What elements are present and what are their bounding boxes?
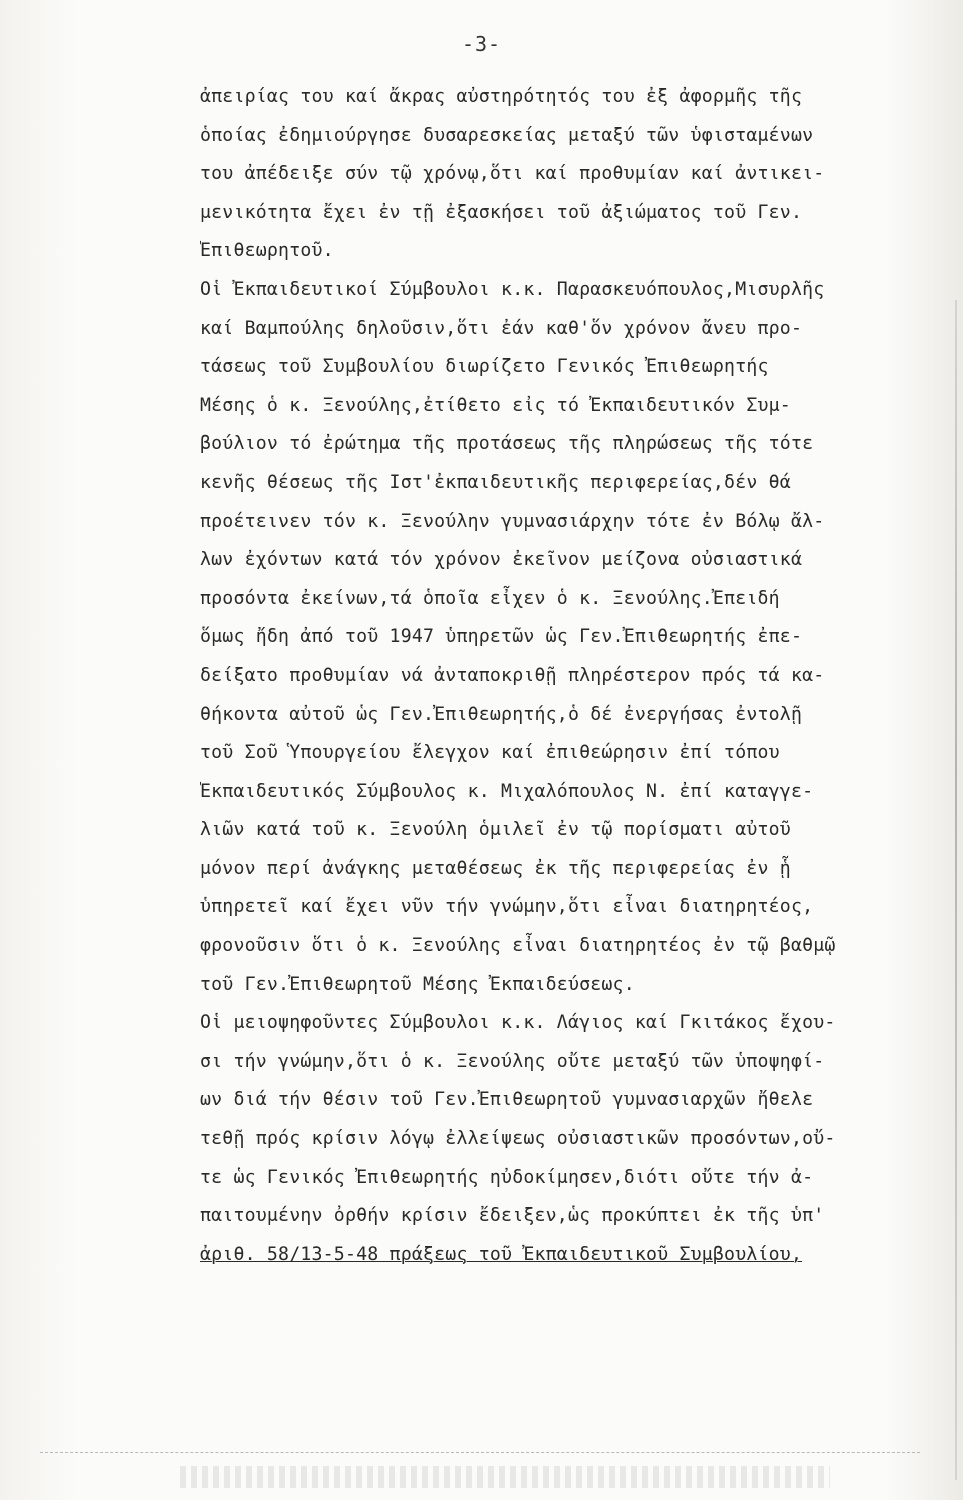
- text-line: κενῆς θέσεως τῆς Ιστ'ἐκπαιδευτικῆς περιφερείας,δέν θά: [200, 471, 791, 493]
- text-line: Οἱ μειοψηφοῦντες Σύμβουλοι κ.κ. Λάγιος καί Γκιτάκος ἔχου-: [200, 1012, 836, 1034]
- text-line: μενικότητα ἔχει ἐν τῇ ἐξασκήσει τοῦ ἀξιώματος τοῦ Γεν.: [200, 201, 803, 223]
- text-line: μόνον περί ἀνάγκης μεταθέσεως ἐκ τῆς περιφερείας ἐν ᾗ: [200, 857, 791, 879]
- page-divider: [40, 1452, 920, 1455]
- text-line: ὅμως ἤδη ἀπό τοῦ 1947 ὑπηρετῶν ὡς Γεν.Ἐπιθεωρητής ἐπε-: [200, 626, 803, 648]
- text-line: ων διά τήν θέσιν τοῦ Γεν.Ἐπιθεωρητοῦ γυμνασιαρχῶν ἤθελε: [200, 1089, 814, 1111]
- text-line: λιῶν κατά τοῦ κ. Ξενούλη ὁμιλεῖ ἐν τῷ πορίσματι αὐτοῦ: [200, 819, 791, 841]
- text-line: προέτεινεν τόν κ. Ξενούλην γυμνασιάρχην τότε ἐν Βόλῳ ἄλ-: [200, 510, 825, 532]
- text-line: Ἐπιθεωρητοῦ.: [200, 240, 334, 262]
- text-line: ἀπειρίας του καί ἄκρας αὐστηρότητός του ἐξ ἀφορμῆς τῆς: [200, 86, 803, 107]
- text-line: Μέσης ὁ κ. Ξενούλης,ἐτίθετο εἰς τό Ἐκπαιδευτικόν Συμ-: [200, 394, 791, 416]
- document-body: [200, 78, 945, 1274]
- text-line: φρονοῦσιν ὅτι ὁ κ. Ξενούλης εἶναι διατηρητέος ἐν τῷ βαθμῷ: [200, 935, 836, 957]
- text-line: Ἐκπαιδευτικός Σύμβουλος κ. Μιχαλόπουλος Ν. ἐπί καταγγε-: [200, 780, 814, 802]
- text-line: λων ἐχόντων κατά τόν χρόνον ἐκεῖνον μείζονα οὐσιαστικά: [200, 549, 803, 571]
- text-line: θήκοντα αὐτοῦ ὡς Γεν.Ἐπιθεωρητής,ὁ δέ ἐνεργήσας ἐντολῇ: [200, 703, 803, 725]
- text-line: Οἱ Ἐκπαιδευτικοί Σύμβουλοι κ.κ. Παρασκευόπουλος,Μισυρλῆς: [200, 278, 825, 300]
- bleed-through-text: [180, 1466, 830, 1488]
- text-line: παιτουμένην ὀρθήν κρίσιν ἔδειξεν,ὡς προκύπτει ἐκ τῆς ὑπ': [200, 1205, 825, 1227]
- page-number: -3-: [461, 32, 502, 56]
- text-line: σι τήν γνώμην,ὅτι ὁ κ. Ξενούλης οὔτε μεταξύ τῶν ὑποψηφί-: [200, 1050, 825, 1072]
- page-edge-shadow: [955, 300, 957, 1480]
- text-line: βούλιον τό ἐρώτημα τῆς προτάσεως τῆς πληρώσεως τῆς τότε: [200, 433, 814, 455]
- text-line: τε ὡς Γενικός Ἐπιθεωρητής ηὐδοκίμησεν,διότι οὔτε τήν ἀ-: [200, 1166, 814, 1188]
- text-line: ὁποίας ἐδημιούργησε δυσαρεσκείας μεταξύ τῶν ὑφισταμένων: [200, 124, 814, 146]
- text-line: προσόντα ἐκείνων,τά ὁποῖα εἶχεν ὁ κ. Ξενούλης.Ἐπειδή: [200, 587, 780, 609]
- text-line: δείξατο προθυμίαν νά ἀνταποκριθῇ πληρέστερον πρός τά κα-: [200, 664, 825, 686]
- text-line: ὑπηρετεῖ καί ἔχει νῦν τήν γνώμην,ὅτι εἶναι διατηρητέος,: [200, 896, 814, 918]
- text-line: τοῦ Γεν.Ἐπιθεωρητοῦ Μέσης Ἐκπαιδεύσεως.: [200, 973, 635, 995]
- text-line: τάσεως τοῦ Συμβουλίου διωρίζετο Γενικός Ἐπιθεωρητής: [200, 356, 769, 378]
- text-line: τεθῇ πρός κρίσιν λόγῳ ἐλλείψεως οὐσιαστικῶν προσόντων,οὔ-: [200, 1128, 836, 1150]
- text-line: τοῦ Σοῦ Ὑπουργείου ἔλεγχον καί ἐπιθεώρησιν ἐπί τόπου: [200, 742, 780, 764]
- text-line: του ἀπέδειξε σύν τῷ χρόνῳ,ὅτι καί προθυμίαν καί ἀντικει-: [200, 163, 825, 185]
- text-line: καί Βαμπούλης δηλοῦσιν,ὅτι ἐάν καθ'ὅν χρόνον ἄνευ προ-: [200, 317, 803, 339]
- text-line: ἀριθ. 58/13-5-48 πράξεως τοῦ Ἐκπαιδευτικοῦ Συμβουλίου,: [200, 1243, 803, 1265]
